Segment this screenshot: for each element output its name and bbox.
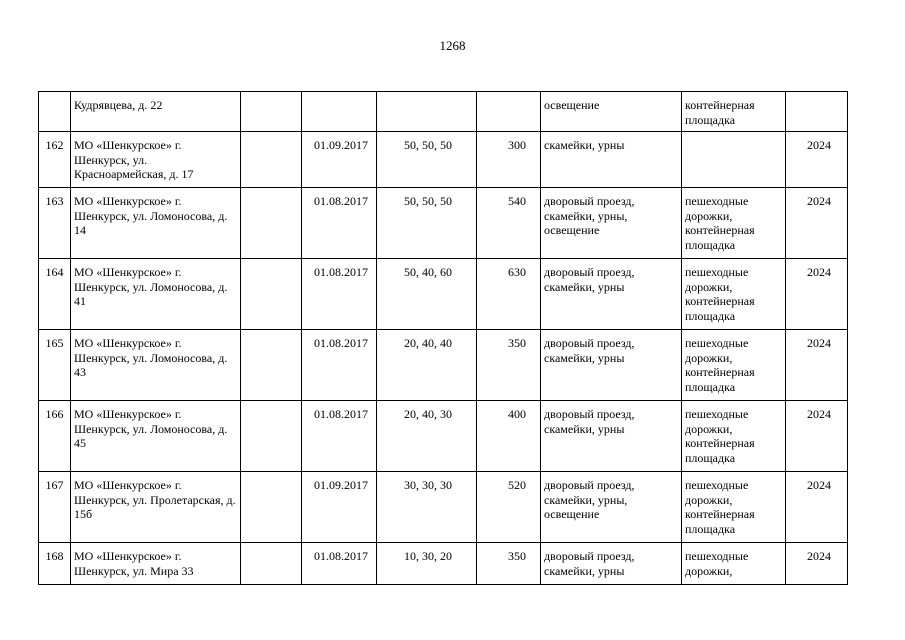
year-cell (786, 92, 848, 132)
area-cell (477, 92, 541, 132)
empty-cell (241, 543, 302, 585)
row-number: 164 (39, 259, 71, 330)
date-cell: 01.08.2017 (302, 401, 377, 472)
date-cell: 01.09.2017 (302, 132, 377, 188)
date-cell: 01.08.2017 (302, 259, 377, 330)
area-cell: 630 (477, 259, 541, 330)
table-row (39, 132, 848, 188)
ratio-cell: 50, 40, 60 (377, 259, 477, 330)
year-cell: 2024 (786, 401, 848, 472)
address-cell: МО «Шенкурское» г. Шенкурск, ул. Ломоносова, д. 14 (71, 188, 241, 259)
extra-works-cell: пешеходные дорожки, (682, 543, 786, 585)
address-cell: МО «Шенкурское» г. Шенкурск, ул. Ломоносова, д. 43 (71, 330, 241, 401)
year-cell: 2024 (786, 132, 848, 188)
year-cell: 2024 (786, 188, 848, 259)
empty-cell (241, 92, 302, 132)
year-cell: 2024 (786, 543, 848, 585)
ratio-cell: 20, 40, 30 (377, 401, 477, 472)
table-row (39, 330, 848, 401)
address-cell: МО «Шенкурское» г. Шенкурск, ул. Пролетарская, д. 15б (71, 472, 241, 543)
extra-works-cell: пешеходные дорожки, контейнерная площадка (682, 259, 786, 330)
works-cell: освещение (541, 92, 682, 132)
empty-cell (241, 188, 302, 259)
area-cell: 350 (477, 543, 541, 585)
row-number: 165 (39, 330, 71, 401)
extra-works-cell: пешеходные дорожки, контейнерная площадка (682, 188, 786, 259)
address-cell: Кудрявцева, д. 22 (71, 92, 241, 132)
ratio-cell: 20, 40, 40 (377, 330, 477, 401)
area-cell: 400 (477, 401, 541, 472)
table-row (39, 188, 848, 259)
date-cell (302, 92, 377, 132)
works-cell: дворовый проезд, скамейки, урны (541, 401, 682, 472)
address-cell: МО «Шенкурское» г. Шенкурск, ул. Мира 33 (71, 543, 241, 585)
works-cell: дворовый проезд, скамейки, урны, освещение (541, 188, 682, 259)
row-number (39, 92, 71, 132)
row-number: 166 (39, 401, 71, 472)
empty-cell (241, 132, 302, 188)
extra-works-cell: пешеходные дорожки, контейнерная площадка (682, 330, 786, 401)
row-number: 167 (39, 472, 71, 543)
row-number: 168 (39, 543, 71, 585)
extra-works-cell: контейнерная площадка (682, 92, 786, 132)
date-cell: 01.08.2017 (302, 543, 377, 585)
ratio-cell: 30, 30, 30 (377, 472, 477, 543)
area-cell: 520 (477, 472, 541, 543)
empty-cell (241, 259, 302, 330)
table-row (39, 472, 848, 543)
ratio-cell: 10, 30, 20 (377, 543, 477, 585)
row-number: 162 (39, 132, 71, 188)
table-row (39, 401, 848, 472)
page-number: 1268 (439, 38, 466, 53)
extra-works-cell: пешеходные дорожки, контейнерная площадка (682, 472, 786, 543)
ratio-cell: 50, 50, 50 (377, 188, 477, 259)
date-cell: 01.08.2017 (302, 188, 377, 259)
address-cell: МО «Шенкурское» г. Шенкурск, ул. Ломоносова, д. 41 (71, 259, 241, 330)
extra-works-cell (682, 132, 786, 188)
works-cell: дворовый проезд, скамейки, урны (541, 543, 682, 585)
table-row (39, 543, 848, 585)
address-cell: МО «Шенкурское» г. Шенкурск, ул. Ломоносова, д. 45 (71, 401, 241, 472)
date-cell: 01.09.2017 (302, 472, 377, 543)
area-cell: 350 (477, 330, 541, 401)
works-cell: дворовый проезд, скамейки, урны (541, 330, 682, 401)
row-number: 163 (39, 188, 71, 259)
ratio-cell (377, 92, 477, 132)
empty-cell (241, 472, 302, 543)
works-cell: дворовый проезд, скамейки, урны, освещение (541, 472, 682, 543)
works-cell: скамейки, урны (541, 132, 682, 188)
year-cell: 2024 (786, 472, 848, 543)
empty-cell (241, 330, 302, 401)
empty-cell (241, 401, 302, 472)
table-row (39, 259, 848, 330)
area-cell: 540 (477, 188, 541, 259)
year-cell: 2024 (786, 259, 848, 330)
date-cell: 01.08.2017 (302, 330, 377, 401)
table-row (39, 92, 848, 132)
works-cell: дворовый проезд, скамейки, урны (541, 259, 682, 330)
area-cell: 300 (477, 132, 541, 188)
extra-works-cell: пешеходные дорожки, контейнерная площадка (682, 401, 786, 472)
ratio-cell: 50, 50, 50 (377, 132, 477, 188)
year-cell: 2024 (786, 330, 848, 401)
address-cell: МО «Шенкурское» г. Шенкурск, ул. Красноармейская, д. 17 (71, 132, 241, 188)
data-table (38, 91, 848, 585)
